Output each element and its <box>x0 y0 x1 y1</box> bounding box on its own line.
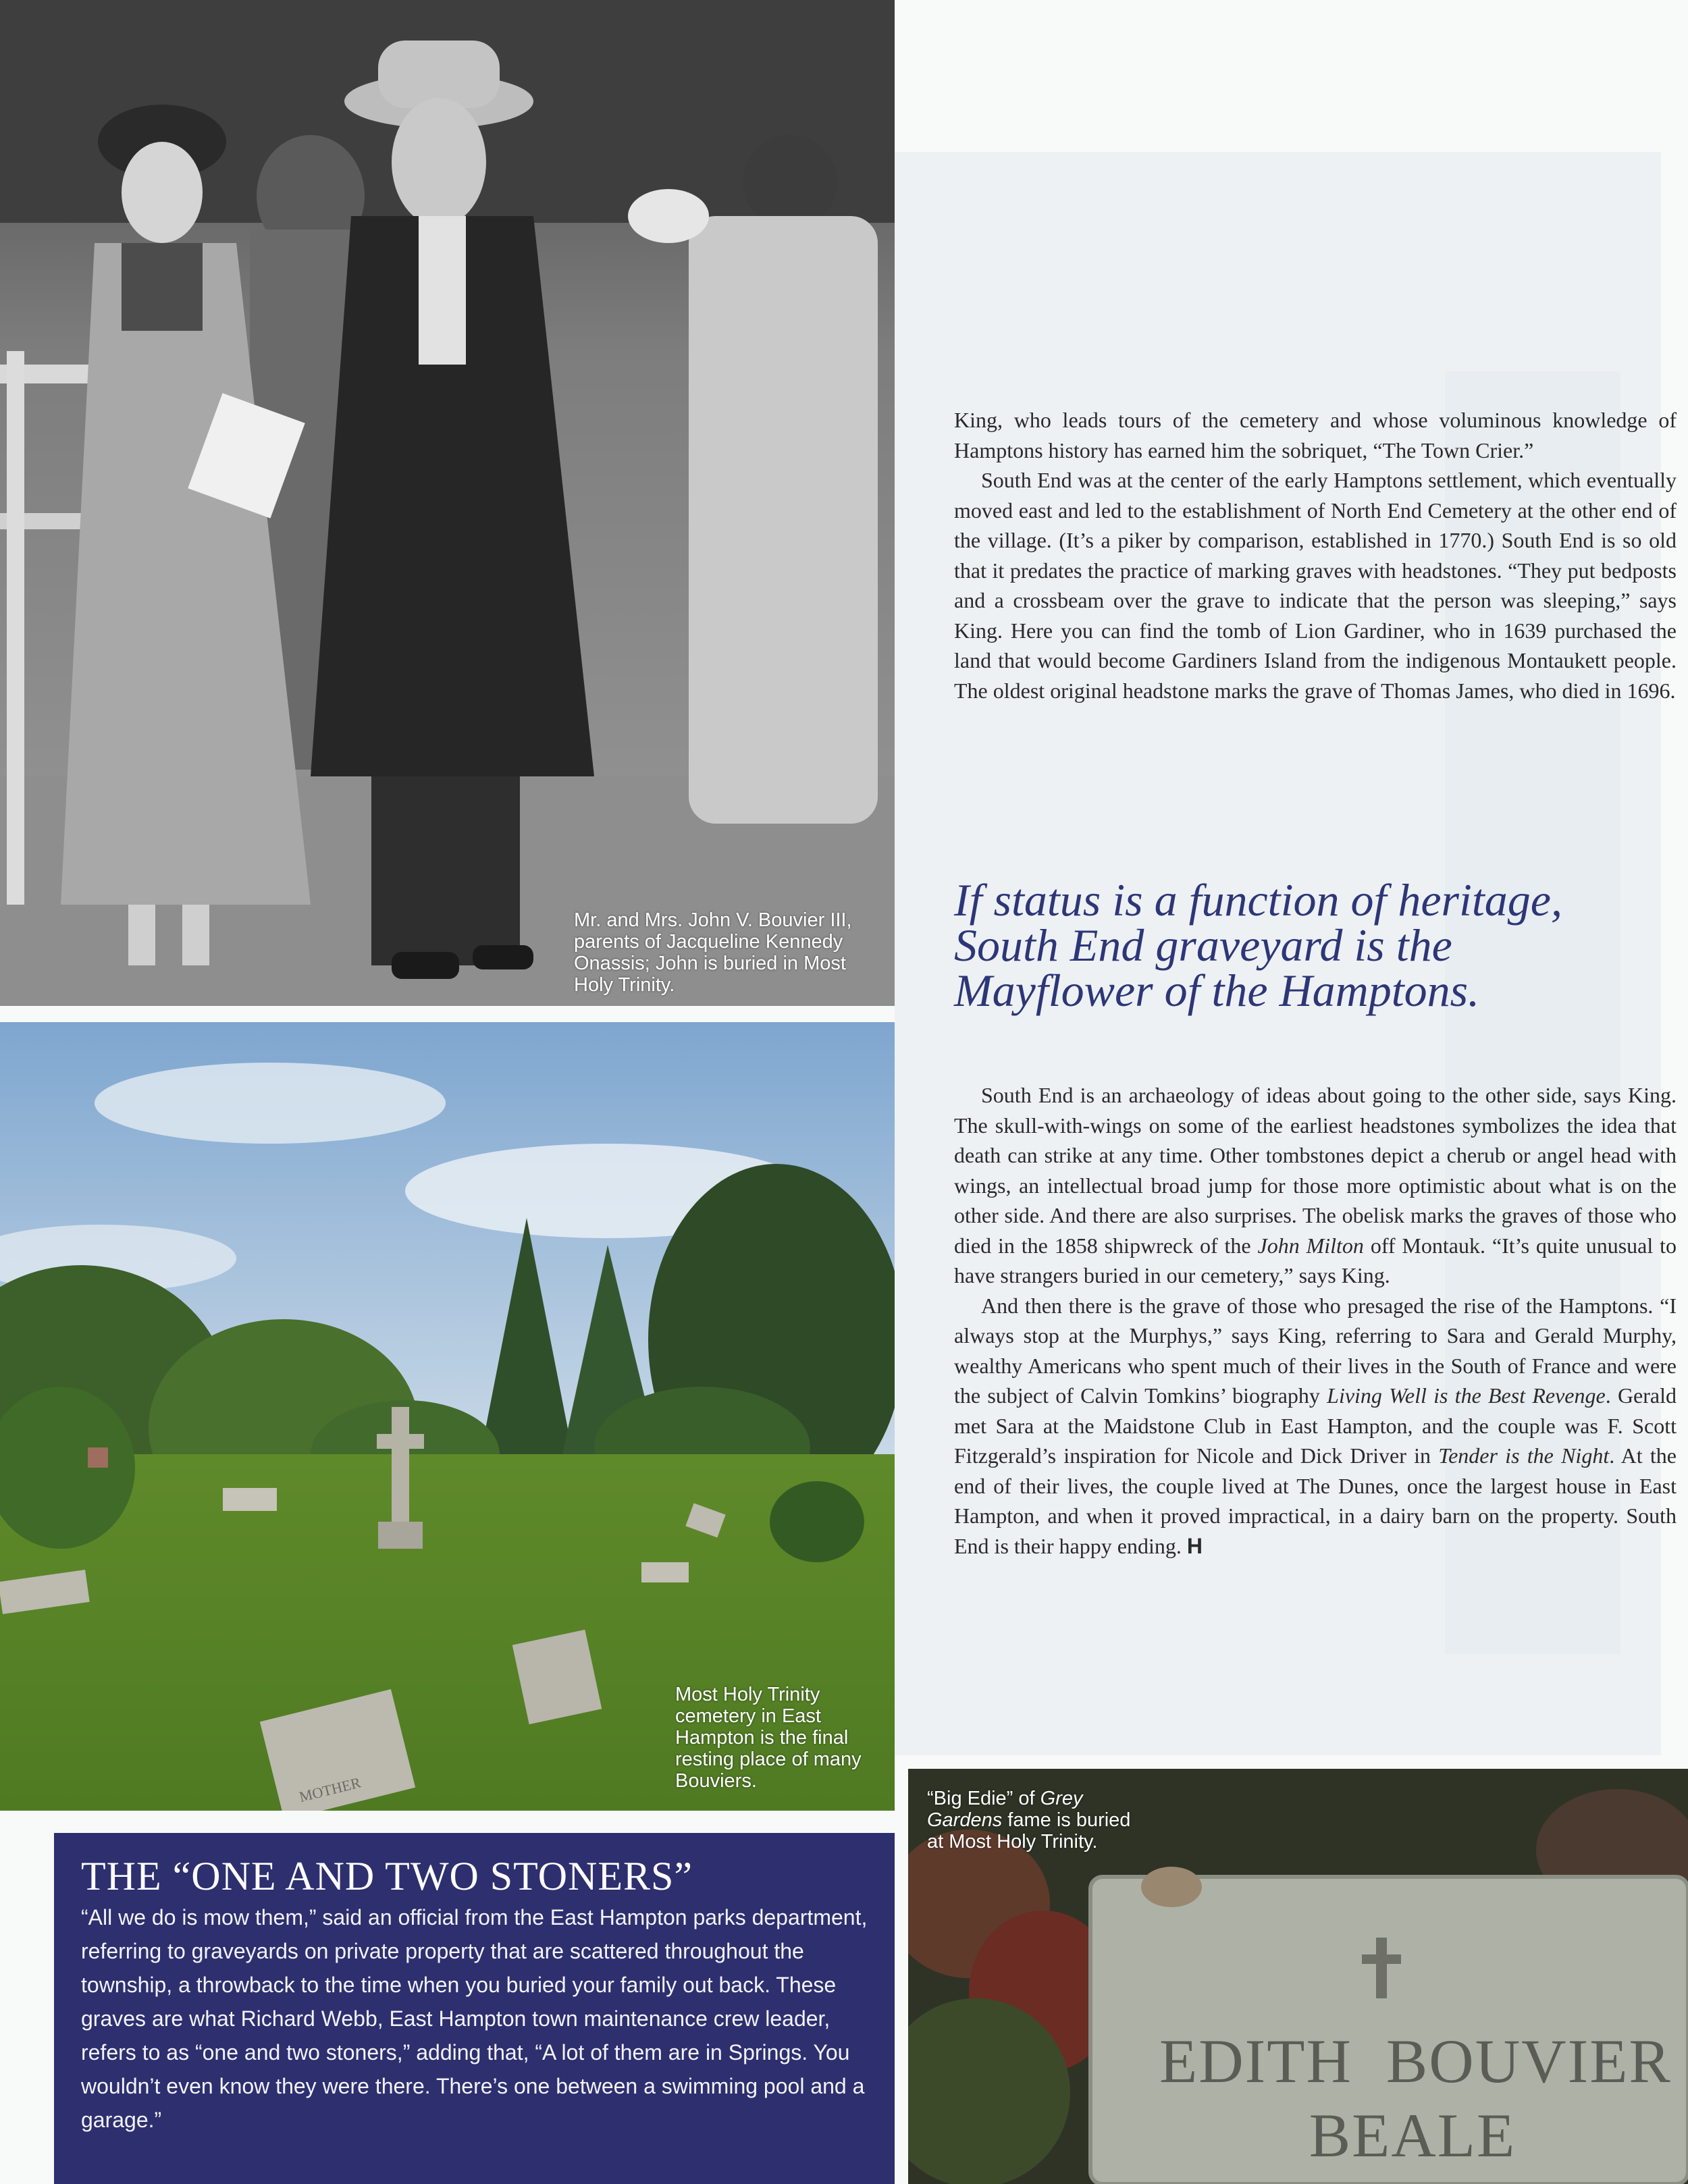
pull-quote-line: If status is a function of heritage, <box>954 874 1562 926</box>
bouvier-couple-photo <box>0 0 895 1006</box>
article-paragraph: South End was at the center of the early Hamptons settlement, which eventually moved east and led to the establishment of North End Cemetery at the other end of the village. (It’s a piker by comparison, established in 1770.) South End is so old that it predates the practice of marking graves with headstones. “They put bedposts and a crossbeam over the grave to indicate that the person was sleeping,” says King. Here you can find the tomb of Lion Gardiner, who in 1639 purchased the land that would become Gardiners Island from the indigenous Montaukett people. The oldest original headstone marks the grave of Thomas James, who died in 1696. <box>954 468 1677 703</box>
one-and-two-stoners-sidebar <box>54 1833 895 2184</box>
pull-quote <box>954 874 1677 1016</box>
headstone-inscription-line-1: EDITH BOUVIER <box>1159 2027 1672 2096</box>
pull-quote-line: South End graveyard is the <box>954 920 1452 971</box>
headstone-photo-caption: “Big Edie” of Grey Gardens fame is buried at Most Holy Trinity. <box>927 1788 1131 1853</box>
article-paragraph: King, who leads tours of the cemetery and whose voluminous knowledge of Hamptons history has earned him the sobriquet, “The Town Crier.” <box>954 408 1677 462</box>
article-paragraph: And then there is the grave of those who presaged the rise of the Hamptons. “I always stop at the Murphys,” says King, referring to Sara and Gerald Murphy, wealthy Americans who spent much of their lives in the South of France and were the subject of Calvin Tomkins’ biography Living Well is the Best Revenge. Gerald met Sara at the Maidstone Club in East Hampton, and the couple was F. Scott Fitzgerald’s inspiration for Nicole and Dick Driver in Tender is the Night. At the end of their lives, the couple lived at The Dunes, once the largest house in East Hampton, and when it proved impractical, in a dairy barn on the property. South End is their happy ending. H <box>954 1293 1677 1558</box>
headstone-inscription: MOTHER <box>297 1774 363 1806</box>
article-text-top <box>954 405 1677 705</box>
bouvier-photo-caption: Mr. and Mrs. John V. Bouvier III, parents of Jacqueline Kennedy Onassis; John is buried in Most Holy Trinity. <box>574 909 852 996</box>
cemetery-photo-caption: Most Holy Trinity cemetery in East Hampton is the final resting place of many Bouviers. <box>675 1684 862 1792</box>
end-mark: H <box>1186 1533 1203 1558</box>
sidebar-title: THE “ONE AND TWO STONERS” <box>81 1854 693 1898</box>
article-text-bottom <box>954 1080 1677 1561</box>
sidebar-body: “All we do is mow them,” said an official from the East Hampton parks department, referring to graveyards on private property that are scattered throughout the township, a throwback to the time when you buried your family out back. These graves are what Richard Webb, East Hampton town maintenance crew leader, refers to as “one and two stoners,” adding that, “A lot of them are in Springs. You wouldn’t even know they were there. There’s one between a swimming pool and a garage.” <box>81 1905 868 2132</box>
article-paragraph: South End is an archaeology of ideas about going to the other side, says King. The skull-with-wings on some of the earliest headstones symbolizes the idea that death can strike at any time. Other tombstones depict a cherub or angel head with wings, an intellectual broad jump for those more optimistic about what is on the other side. And there are also surprises. The obelisk marks the graves of those who died in the 1858 shipwreck of the John Milton off Montauk. “It’s quite unusual to have strangers buried in our cemetery,” says King. <box>954 1083 1677 1287</box>
headstone-inscription-line-2: BEALE <box>1309 2101 1516 2170</box>
pull-quote-line: Mayflower of the Hamptons. <box>954 965 1480 1016</box>
